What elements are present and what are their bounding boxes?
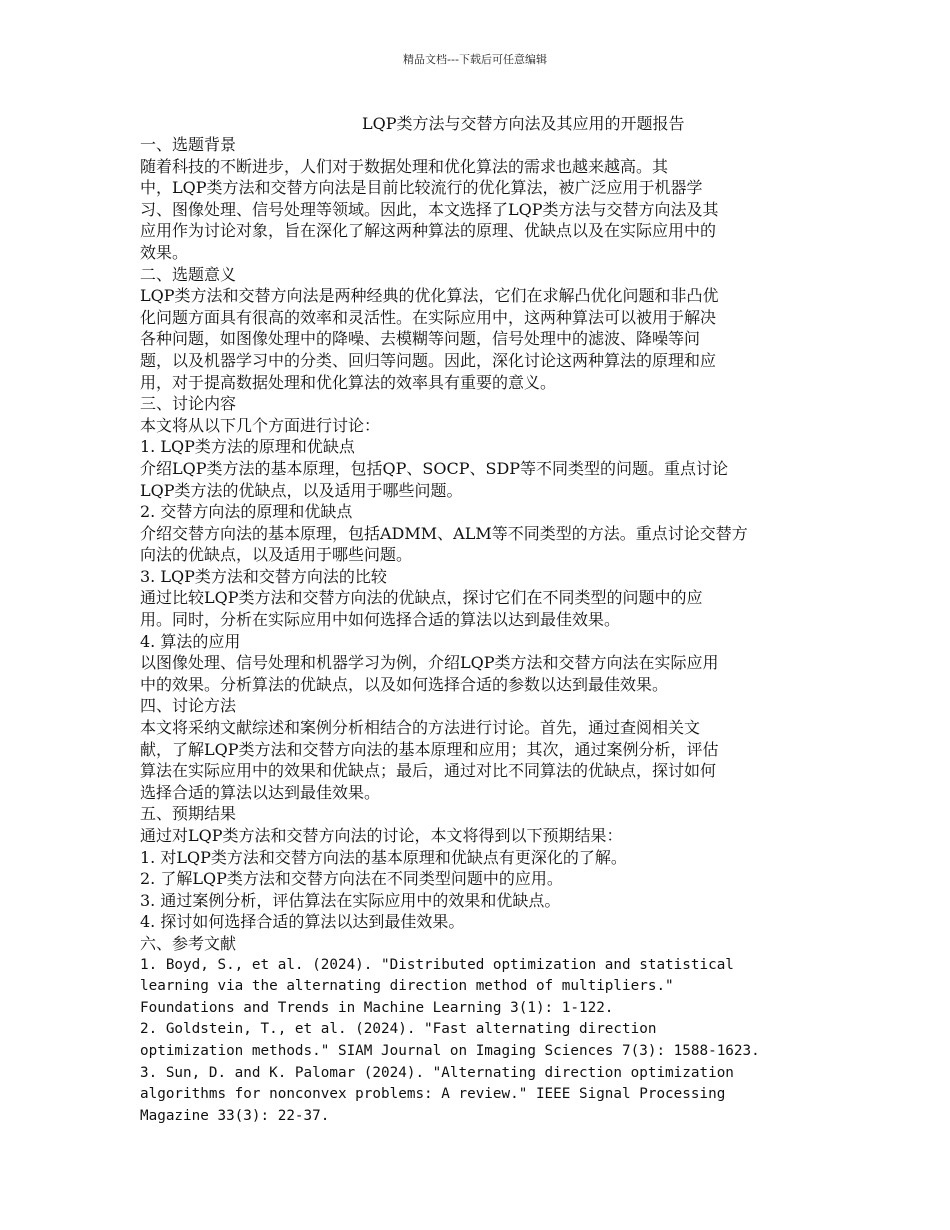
paragraph-line: 选择合适的算法以达到最佳效果。 <box>140 782 381 802</box>
list-item: 2. 了解LQP类方法和交替方向法在不同类型问题中的应用。 <box>140 869 563 889</box>
paragraph-line: LQP类方法和交替方向法是两种经典的优化算法，它们在求解凸优化问题和非凸优 <box>140 286 719 306</box>
section-heading-significance: 二、选题意义 <box>140 264 237 284</box>
section-heading-references: 六、参考文献 <box>140 933 237 953</box>
section-heading-results: 五、预期结果 <box>140 804 237 824</box>
reference-line: learning via the alternating direction method of multipliers." <box>140 978 674 995</box>
reference-line: 3. Sun, D. and K. Palomar (2024). "Alternating direction optimization <box>140 1064 734 1081</box>
paragraph-line: 本文将采纳文献综述和案例分析相结合的方法进行讨论。首先，通过查阅相关文 <box>140 718 701 738</box>
paragraph-line: 通过对LQP类方法和交替方向法的讨论，本文将得到以下预期结果： <box>140 826 623 845</box>
paragraph-line: 习、图像处理、信号处理等领域。因此，本文选择了LQP类方法与交替方向法及其 <box>140 199 719 219</box>
paragraph-line: 中，LQP类方法和交替方向法是目前比较流行的优化算法，被广泛应用于机器学 <box>140 178 703 198</box>
reference-line: 2. Goldstein, T., et al. (2024). "Fast alternating direction <box>140 1021 657 1038</box>
paragraph-line: 应用作为讨论对象，旨在深化了解这两种算法的原理、优缺点以及在实际应用中的 <box>140 221 717 241</box>
reference-line: 1. Boyd, S., et al. (2024). "Distributed optimization and statistical <box>140 956 734 973</box>
paragraph-line: 介绍交替方向法的基本原理，包括ADMM、ALM等不同类型的方法。重点讨论交替方 <box>140 523 748 543</box>
paragraph-line: 随着科技的不断进步，人们对于数据处理和优化算法的需求也越来越高。其 <box>140 156 669 176</box>
list-item: 3. 通过案例分析，评估算法在实际应用中的效果和优缺点。 <box>140 890 561 910</box>
reference-line: algorithms for nonconvex problems: A review." IEEE Signal Processing <box>140 1086 726 1103</box>
paragraph-line: 效果。 <box>140 242 189 262</box>
paragraph-line: 用，对于提高数据处理和优化算法的效率具有重要的意义。 <box>140 372 557 392</box>
list-item-heading: 1. LQP类方法的原理和优缺点 <box>140 437 355 457</box>
list-item: 4. 探讨如何选择合适的算法以达到最佳效果。 <box>140 912 465 932</box>
paragraph-line: 通过比较LQP类方法和交替方向法的优缺点，探讨它们在不同类型的问题中的应 <box>140 588 703 608</box>
reference-line: Foundations and Trends in Machine Learning 3(1): 1-122. <box>140 999 614 1016</box>
document-title: LQP类方法与交替方向法及其应用的开题报告 <box>362 114 685 133</box>
list-item: 1. 对LQP类方法和交替方向法的基本原理和优缺点有更深化的了解。 <box>140 847 627 867</box>
section-heading-content: 三、讨论内容 <box>140 394 237 414</box>
paragraph-line: 用。同时，分析在实际应用中如何选择合适的算法以达到最佳效果。 <box>140 610 621 630</box>
paragraph-line: 算法在实际应用中的效果和优缺点；最后，通过对比不同算法的优缺点，探讨如何 <box>140 761 717 781</box>
paragraph-line: 以图像处理、信号处理和机器学习为例，介绍LQP类方法和交替方向法在实际应用 <box>140 653 719 673</box>
list-item-heading: 2. 交替方向法的原理和优缺点 <box>140 502 353 522</box>
paragraph-line: 题，以及机器学习中的分类、回归等问题。因此，深化讨论这两种算法的原理和应 <box>140 350 717 370</box>
list-item-heading: 3. LQP类方法和交替方向法的比较 <box>140 566 387 586</box>
section-heading-method: 四、讨论方法 <box>140 696 237 716</box>
paragraph-line: 中的效果。分析算法的优缺点，以及如何选择合适的参数以达到最佳效果。 <box>140 674 669 694</box>
section-heading-background: 一、选题背景 <box>140 135 237 154</box>
paragraph-line: 向法的优缺点，以及适用于哪些问题。 <box>140 545 413 565</box>
paragraph-line: 本文将从以下几个方面进行讨论： <box>140 415 381 435</box>
paragraph-line: 化问题方面具有很高的效率和灵活性。在实际应用中，这两种算法可以被用于解决 <box>140 307 717 327</box>
paragraph-line: 各种问题，如图像处理中的降噪、去模糊等问题，信号处理中的滤波、降噪等问 <box>140 329 701 349</box>
list-item-heading: 4. 算法的应用 <box>140 631 241 651</box>
page-watermark-header: 精品文档---下载后可任意编辑 <box>403 53 547 66</box>
paragraph-line: 介绍LQP类方法的基本原理，包括QP、SOCP、SDP等不同类型的问题。重点讨论 <box>140 458 729 478</box>
paragraph-line: 献，了解LQP类方法和交替方向法的基本原理和应用；其次，通过案例分析，评估 <box>140 739 719 759</box>
reference-line: Magazine 33(3): 22-37. <box>140 1107 330 1124</box>
document-body <box>140 134 810 1127</box>
paragraph-line: LQP类方法的优缺点，以及适用于哪些问题。 <box>140 480 463 500</box>
reference-line: optimization methods." SIAM Journal on Imaging Sciences 7(3): 1588-1623. <box>140 1042 760 1059</box>
